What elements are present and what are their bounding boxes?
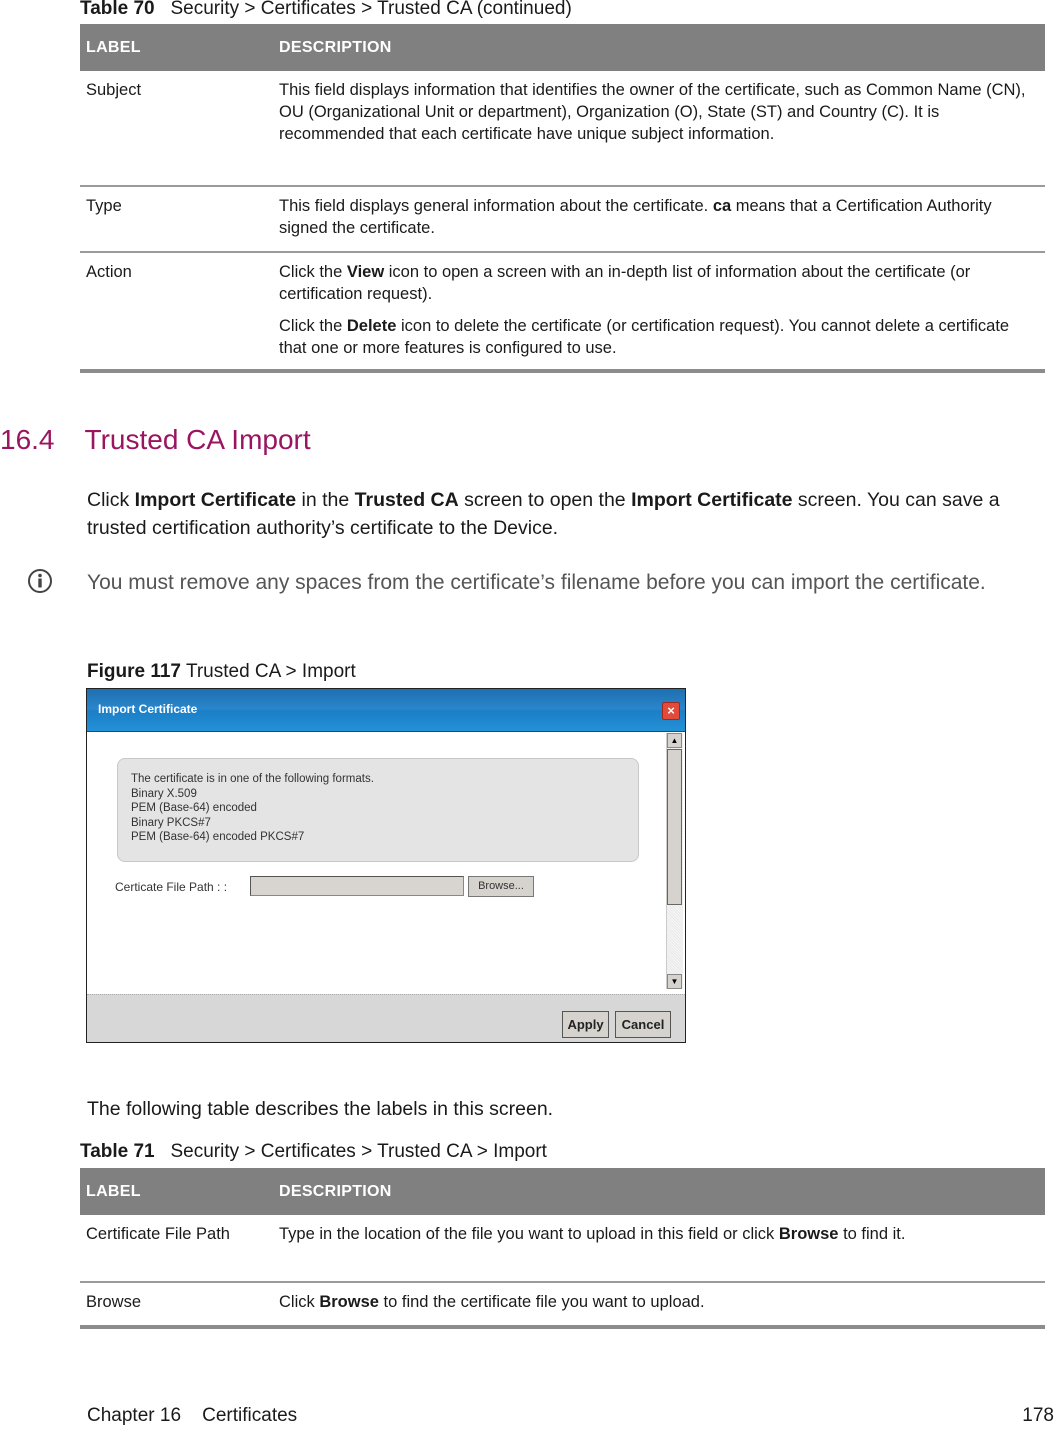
bold-term: Browse <box>319 1293 379 1311</box>
row-label: Subject <box>80 71 273 186</box>
text: to find the certificate file you want to upload. <box>378 1293 705 1311</box>
row-description <box>273 186 1045 252</box>
info-line: PEM (Base-64) encoded PKCS#7 <box>131 831 305 843</box>
row-description <box>273 252 1045 371</box>
row-description: This field displays information that identifies the owner of the certificate, such as Common Name (CN), OU (Organizational Unit or department), Organization (O), State (ST) and Country (C). It is recommended that each certificate have unique subject information. <box>273 71 1045 186</box>
chapter-title: Certificates <box>202 1405 298 1426</box>
table71-caption <box>80 1141 547 1163</box>
bold-term: Trusted CA <box>354 489 459 511</box>
section-heading <box>0 424 311 456</box>
scroll-thumb[interactable] <box>667 749 682 905</box>
scroll-down-icon[interactable]: ▼ <box>667 974 682 989</box>
file-path-input[interactable] <box>250 876 464 896</box>
description-column-header: DESCRIPTION <box>273 1168 1045 1215</box>
text: Click <box>87 489 135 511</box>
close-icon[interactable]: × <box>662 702 680 720</box>
table-intro: The following table describes the labels in this screen. <box>87 1098 554 1120</box>
figure-number: Figure 117 <box>87 661 181 682</box>
info-circle-icon <box>27 568 53 594</box>
text: icon to delete the certificate (or certification request). You cannot delete a certificate that one or more features is configured to use. <box>279 317 1010 357</box>
text: This field displays general information about the certificate. <box>279 197 713 215</box>
table71 <box>80 1168 1045 1329</box>
text: in the <box>296 489 355 511</box>
vertical-scrollbar[interactable] <box>666 733 683 989</box>
bold-term: View <box>346 263 385 281</box>
bold-term: Import Certificate <box>134 489 297 511</box>
table70-caption <box>80 0 572 20</box>
row-description <box>273 1215 1045 1282</box>
table70-number: Table 70 <box>80 0 155 19</box>
text: screen. You can save a trusted certification authority’s certificate to the Device. <box>87 489 1000 539</box>
table-row <box>80 252 1045 371</box>
text: Click the <box>279 263 347 281</box>
table-row <box>80 1282 1045 1327</box>
table71-header-row <box>80 1168 1045 1215</box>
chapter-number: Chapter 16 <box>87 1405 182 1426</box>
bold-term: Import Certificate <box>631 489 793 511</box>
section-intro <box>87 486 1047 542</box>
figure-caption <box>87 661 356 683</box>
table71-title: Security > Certificates > Trusted CA > Import <box>170 1141 547 1162</box>
text: Click the <box>279 317 347 335</box>
dialog-footer <box>87 994 685 1043</box>
table70-title: Security > Certificates > Trusted CA (continued) <box>170 0 572 19</box>
row-description <box>273 1282 1045 1327</box>
browse-button[interactable]: Browse... <box>468 876 534 897</box>
table-row <box>80 1215 1045 1282</box>
paragraph <box>279 261 1039 305</box>
figure-title: Trusted CA > Import <box>185 661 356 682</box>
dialog-titlebar <box>87 689 685 732</box>
description-column-header: DESCRIPTION <box>273 24 1045 71</box>
page-footer-chapter <box>87 1405 297 1427</box>
text: Click <box>279 1293 320 1311</box>
note-text: You must remove any spaces from the certificate’s filename before you can import the certificate. <box>87 571 986 594</box>
file-path-label: Certicate File Path : : <box>115 880 228 894</box>
info-line: Binary X.509 <box>131 787 197 800</box>
dialog-title: Import Certificate <box>98 702 198 716</box>
cancel-button[interactable]: Cancel <box>615 1011 671 1038</box>
page-number: 178 <box>1022 1405 1054 1426</box>
table71-number: Table 71 <box>80 1141 155 1162</box>
section-title: Trusted CA Import <box>84 424 311 455</box>
row-label: Action <box>80 252 273 371</box>
section-number: 16.4 <box>0 424 55 455</box>
text: icon to open a screen with an in-depth list of information about the certificate (or certification request). <box>279 263 971 303</box>
apply-button[interactable]: Apply <box>562 1011 609 1038</box>
paragraph <box>279 315 1039 359</box>
scroll-up-icon[interactable]: ▲ <box>667 733 682 748</box>
table-row <box>80 71 1045 186</box>
text: to find it. <box>838 1225 906 1243</box>
text: means that a Certification Authority signed the certificate. <box>279 197 992 237</box>
row-label: Type <box>80 186 273 252</box>
bold-term: Browse <box>778 1225 839 1243</box>
text: screen to open the <box>458 489 632 511</box>
label-column-header: LABEL <box>80 24 273 71</box>
info-line: Binary PKCS#7 <box>131 816 211 829</box>
bold-term: ca <box>712 197 732 215</box>
format-info-box <box>117 758 639 862</box>
bold-term: Delete <box>346 317 397 335</box>
row-label: Browse <box>80 1282 273 1327</box>
label-column-header: LABEL <box>80 1168 273 1215</box>
info-line: PEM (Base-64) encoded <box>131 802 257 814</box>
text: Type in the location of the file you want to upload in this field or click <box>279 1225 779 1243</box>
table70-header-row <box>80 24 1045 71</box>
row-label: Certificate File Path <box>80 1215 273 1282</box>
info-line: The certificate is in one of the following formats. <box>131 773 374 785</box>
table70 <box>80 24 1045 373</box>
import-certificate-screenshot <box>86 688 686 1043</box>
table-row <box>80 186 1045 252</box>
